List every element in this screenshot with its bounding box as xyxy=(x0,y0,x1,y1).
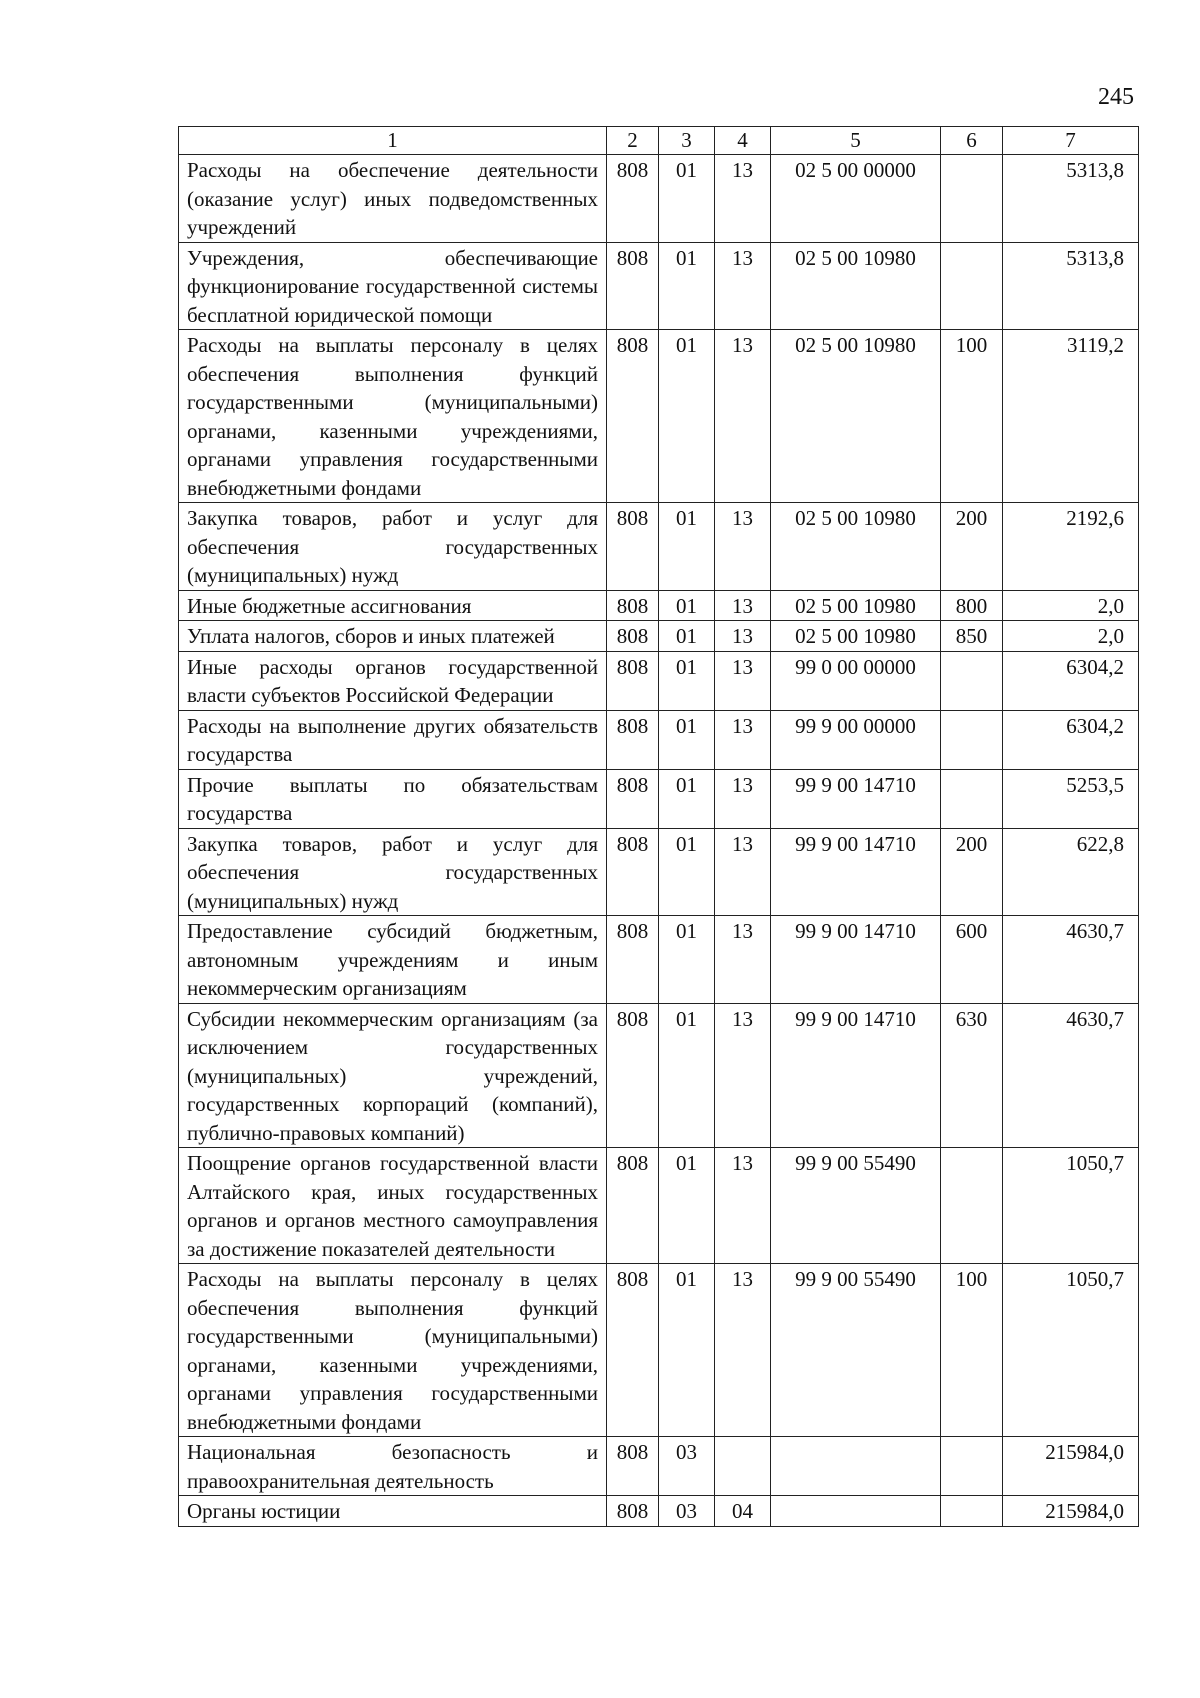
row-amount-cell: 215984,0 xyxy=(1003,1496,1139,1527)
row-expense-type-cell xyxy=(941,710,1003,769)
row-subsection-cell: 13 xyxy=(715,330,771,503)
row-amount-cell: 2,0 xyxy=(1003,590,1139,621)
row-subsection-cell: 13 xyxy=(715,155,771,243)
table-row xyxy=(179,710,1139,769)
row-name-cell: Расходы на обеспечение деятельности (оказание услуг) иных подведомственных учреждений xyxy=(179,155,607,243)
row-expense-type-cell xyxy=(941,769,1003,828)
row-section-cell: 01 xyxy=(659,590,715,621)
row-section-cell: 01 xyxy=(659,769,715,828)
row-section-cell: 01 xyxy=(659,1003,715,1148)
row-subsection-cell: 13 xyxy=(715,1264,771,1437)
row-amount-cell: 5313,8 xyxy=(1003,155,1139,243)
row-subsection-cell: 13 xyxy=(715,769,771,828)
row-amount-cell: 4630,7 xyxy=(1003,1003,1139,1148)
row-name-cell: Расходы на выполнение других обязательств государства xyxy=(179,710,607,769)
row-expense-type-cell: 100 xyxy=(941,330,1003,503)
row-target-article-cell: 99 9 00 00000 xyxy=(771,710,941,769)
table-row xyxy=(179,1264,1139,1437)
table-row xyxy=(179,503,1139,591)
row-expense-type-cell xyxy=(941,242,1003,330)
row-amount-cell: 622,8 xyxy=(1003,828,1139,916)
row-amount-cell: 4630,7 xyxy=(1003,916,1139,1004)
table-row xyxy=(179,155,1139,243)
row-expense-type-cell: 100 xyxy=(941,1264,1003,1437)
row-expense-type-cell xyxy=(941,1148,1003,1264)
table-row xyxy=(179,651,1139,710)
row-ministry-code-cell: 808 xyxy=(607,828,659,916)
row-ministry-code-cell: 808 xyxy=(607,916,659,1004)
row-name-cell: Уплата налогов, сборов и иных платежей xyxy=(179,621,607,652)
header-col-3: 3 xyxy=(659,127,715,155)
header-col-4: 4 xyxy=(715,127,771,155)
row-target-article-cell: 02 5 00 10980 xyxy=(771,621,941,652)
row-ministry-code-cell: 808 xyxy=(607,710,659,769)
row-expense-type-cell xyxy=(941,1437,1003,1496)
row-name-cell: Национальная безопасность и правоохранительная деятельность xyxy=(179,1437,607,1496)
row-subsection-cell: 13 xyxy=(715,1003,771,1148)
row-ministry-code-cell: 808 xyxy=(607,590,659,621)
row-name-cell: Расходы на выплаты персоналу в целях обеспечения выполнения функций государственными (муниципальными) органами, казенными учреждениями, органами управления государственными внебюджетными фондами xyxy=(179,330,607,503)
row-ministry-code-cell: 808 xyxy=(607,155,659,243)
row-expense-type-cell: 600 xyxy=(941,916,1003,1004)
row-section-cell: 01 xyxy=(659,1148,715,1264)
table-row xyxy=(179,242,1139,330)
row-name-cell: Иные расходы органов государственной власти субъектов Российской Федерации xyxy=(179,651,607,710)
row-target-article-cell xyxy=(771,1437,941,1496)
header-col-7: 7 xyxy=(1003,127,1139,155)
row-amount-cell: 6304,2 xyxy=(1003,651,1139,710)
row-section-cell: 01 xyxy=(659,710,715,769)
row-ministry-code-cell: 808 xyxy=(607,769,659,828)
row-subsection-cell: 13 xyxy=(715,590,771,621)
row-amount-cell: 5253,5 xyxy=(1003,769,1139,828)
row-target-article-cell: 99 9 00 14710 xyxy=(771,769,941,828)
row-ministry-code-cell: 808 xyxy=(607,330,659,503)
row-ministry-code-cell: 808 xyxy=(607,1003,659,1148)
row-ministry-code-cell: 808 xyxy=(607,503,659,591)
row-subsection-cell: 13 xyxy=(715,710,771,769)
row-target-article-cell: 02 5 00 10980 xyxy=(771,242,941,330)
row-subsection-cell: 13 xyxy=(715,828,771,916)
header-col-6: 6 xyxy=(941,127,1003,155)
row-target-article-cell: 02 5 00 00000 xyxy=(771,155,941,243)
table-row xyxy=(179,769,1139,828)
row-subsection-cell: 13 xyxy=(715,1148,771,1264)
table-row xyxy=(179,1003,1139,1148)
row-expense-type-cell: 800 xyxy=(941,590,1003,621)
table-row xyxy=(179,590,1139,621)
row-name-cell: Закупка товаров, работ и услуг для обеспечения государственных (муниципальных) нужд xyxy=(179,503,607,591)
row-name-cell: Расходы на выплаты персоналу в целях обеспечения выполнения функций государственными (муниципальными) органами, казенными учреждениями, органами управления государственными внебюджетными фондами xyxy=(179,1264,607,1437)
row-expense-type-cell: 200 xyxy=(941,828,1003,916)
row-name-cell: Предоставление субсидий бюджетным, автономным учреждениям и иным некоммерческим организациям xyxy=(179,916,607,1004)
row-subsection-cell: 13 xyxy=(715,503,771,591)
row-amount-cell: 5313,8 xyxy=(1003,242,1139,330)
budget-table xyxy=(178,126,1139,1527)
row-section-cell: 01 xyxy=(659,916,715,1004)
row-name-cell: Прочие выплаты по обязательствам государства xyxy=(179,769,607,828)
row-name-cell: Закупка товаров, работ и услуг для обеспечения государственных (муниципальных) нужд xyxy=(179,828,607,916)
row-ministry-code-cell: 808 xyxy=(607,1496,659,1527)
row-name-cell: Субсидии некоммерческим организациям (за исключением государственных (муниципальных) учреждений, государственных корпораций (компаний), публично-правовых компаний) xyxy=(179,1003,607,1148)
row-ministry-code-cell: 808 xyxy=(607,621,659,652)
row-amount-cell: 215984,0 xyxy=(1003,1437,1139,1496)
row-section-cell: 03 xyxy=(659,1496,715,1527)
row-amount-cell: 2,0 xyxy=(1003,621,1139,652)
header-row xyxy=(179,127,1139,155)
table-row xyxy=(179,828,1139,916)
row-amount-cell: 2192,6 xyxy=(1003,503,1139,591)
row-ministry-code-cell: 808 xyxy=(607,1437,659,1496)
table-row xyxy=(179,1437,1139,1496)
row-subsection-cell: 13 xyxy=(715,242,771,330)
row-section-cell: 01 xyxy=(659,242,715,330)
row-expense-type-cell xyxy=(941,155,1003,243)
row-subsection-cell: 04 xyxy=(715,1496,771,1527)
row-amount-cell: 6304,2 xyxy=(1003,710,1139,769)
row-ministry-code-cell: 808 xyxy=(607,651,659,710)
row-ministry-code-cell: 808 xyxy=(607,1148,659,1264)
row-section-cell: 01 xyxy=(659,828,715,916)
header-col-2: 2 xyxy=(607,127,659,155)
header-col-1: 1 xyxy=(179,127,607,155)
row-name-cell: Органы юстиции xyxy=(179,1496,607,1527)
row-name-cell: Иные бюджетные ассигнования xyxy=(179,590,607,621)
row-expense-type-cell xyxy=(941,651,1003,710)
row-target-article-cell: 02 5 00 10980 xyxy=(771,330,941,503)
table-row xyxy=(179,916,1139,1004)
row-section-cell: 01 xyxy=(659,1264,715,1437)
row-target-article-cell xyxy=(771,1496,941,1527)
row-amount-cell: 1050,7 xyxy=(1003,1264,1139,1437)
row-section-cell: 01 xyxy=(659,155,715,243)
row-name-cell: Поощрение органов государственной власти Алтайского края, иных государственных органов и органов местного самоуправления за достижение показателей деятельности xyxy=(179,1148,607,1264)
row-subsection-cell xyxy=(715,1437,771,1496)
row-target-article-cell: 02 5 00 10980 xyxy=(771,503,941,591)
row-section-cell: 01 xyxy=(659,621,715,652)
row-amount-cell: 3119,2 xyxy=(1003,330,1139,503)
row-subsection-cell: 13 xyxy=(715,916,771,1004)
row-target-article-cell: 99 0 00 00000 xyxy=(771,651,941,710)
row-subsection-cell: 13 xyxy=(715,651,771,710)
row-section-cell: 03 xyxy=(659,1437,715,1496)
row-expense-type-cell: 850 xyxy=(941,621,1003,652)
row-name-cell: Учреждения, обеспечивающие функционирование государственной системы бесплатной юридической помощи xyxy=(179,242,607,330)
row-amount-cell: 1050,7 xyxy=(1003,1148,1139,1264)
row-ministry-code-cell: 808 xyxy=(607,242,659,330)
table-row xyxy=(179,1148,1139,1264)
row-subsection-cell: 13 xyxy=(715,621,771,652)
row-section-cell: 01 xyxy=(659,330,715,503)
row-expense-type-cell: 630 xyxy=(941,1003,1003,1148)
row-target-article-cell: 99 9 00 14710 xyxy=(771,828,941,916)
table-row xyxy=(179,1496,1139,1527)
table-body xyxy=(179,155,1139,1527)
row-target-article-cell: 99 9 00 55490 xyxy=(771,1264,941,1437)
page-number: 245 xyxy=(1098,84,1134,110)
row-target-article-cell: 02 5 00 10980 xyxy=(771,590,941,621)
table-row xyxy=(179,330,1139,503)
row-section-cell: 01 xyxy=(659,651,715,710)
row-target-article-cell: 99 9 00 55490 xyxy=(771,1148,941,1264)
row-target-article-cell: 99 9 00 14710 xyxy=(771,1003,941,1148)
row-expense-type-cell: 200 xyxy=(941,503,1003,591)
row-expense-type-cell xyxy=(941,1496,1003,1527)
row-target-article-cell: 99 9 00 14710 xyxy=(771,916,941,1004)
row-ministry-code-cell: 808 xyxy=(607,1264,659,1437)
row-section-cell: 01 xyxy=(659,503,715,591)
table-row xyxy=(179,621,1139,652)
header-col-5: 5 xyxy=(771,127,941,155)
